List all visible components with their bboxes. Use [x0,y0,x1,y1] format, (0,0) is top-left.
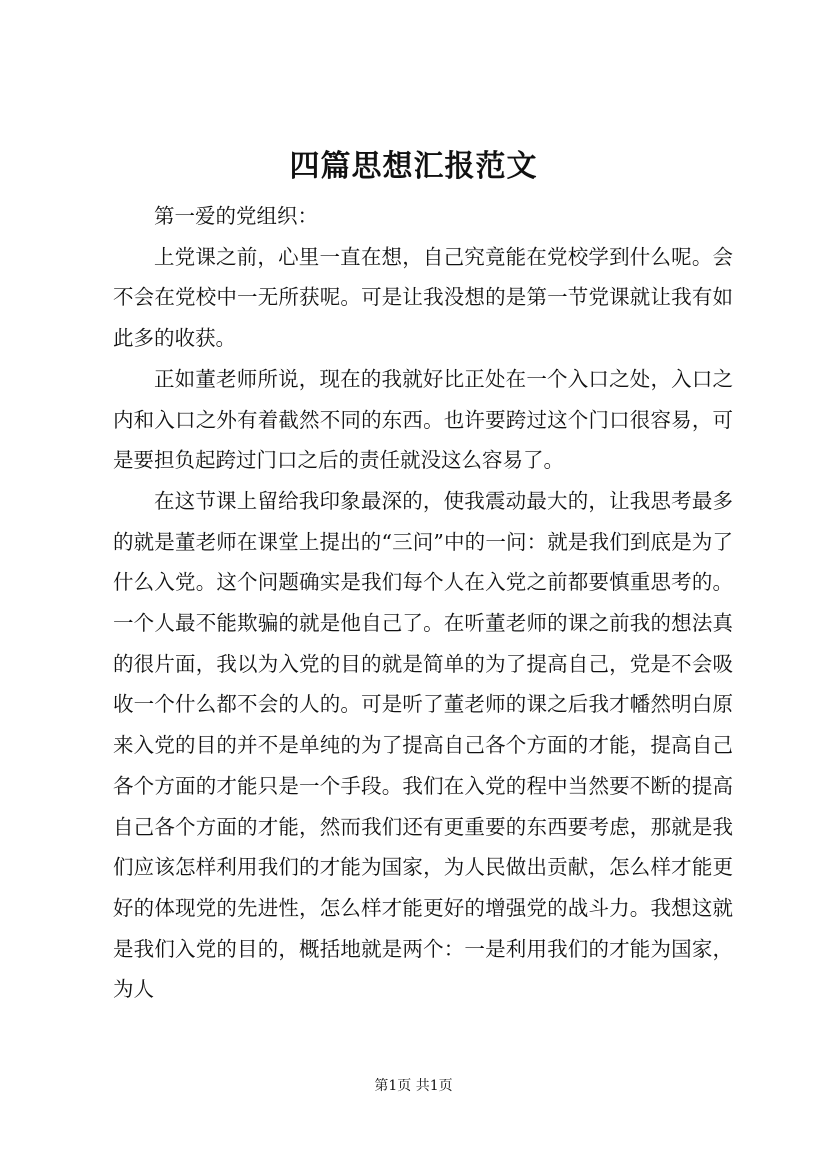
paragraph: 在这节课上留给我印象最深的，使我震动最大的，让我思考最多的就是董老师在课堂上提出的“三问”中的一问：就是我们到底是为了什么入党。这个问题确实是我们每个人在入党之前都要慎重思考的。一个人最不能欺骗的就是他自己了。在听董老师的课之前我的想法真的很片面，我以为入党的目的就是简单的为了提高自己，党是不会吸收一个什么都不会的人的。可是听了董老师的课之后我才幡然明白原来入党的目的并不是单纯的为了提高自己各个方面的才能，提高自己各个方面的才能只是一个手段。我们在入党的程中当然要不断的提高自己各个方面的才能，然而我们还有更重要的东西要考虑，那就是我们应该怎样利用我们的才能为国家，为人民做出贡献，怎么样才能更好的体现党的先进性，怎么样才能更好的增强党的战斗力。我想这就是我们入党的目的，概括地就是两个：一是利用我们的才能为国家，为人 [113,488,733,1002]
paragraph: 正如董老师所说，现在的我就好比正处在一个入口之处，入口之内和入口之外有着截然不同的东西。也许要跨过这个门口很容易，可是要担负起跨过门口之后的责任就没这么容易了。 [113,366,733,473]
document-body [113,196,733,1010]
paragraph-salutation: 第一爱的党组织： [154,204,318,228]
page-number-footer: 第1页 共1页 [374,1078,453,1094]
paragraph: 上党课之前，心里一直在想，自己究竟能在党校学到什么呢。会不会在党校中一无所获呢。可是让我没想的是第一节党课就让我有如此多的收获。 [113,244,733,351]
document-title: 四篇思想汇报范文 [289,149,538,184]
